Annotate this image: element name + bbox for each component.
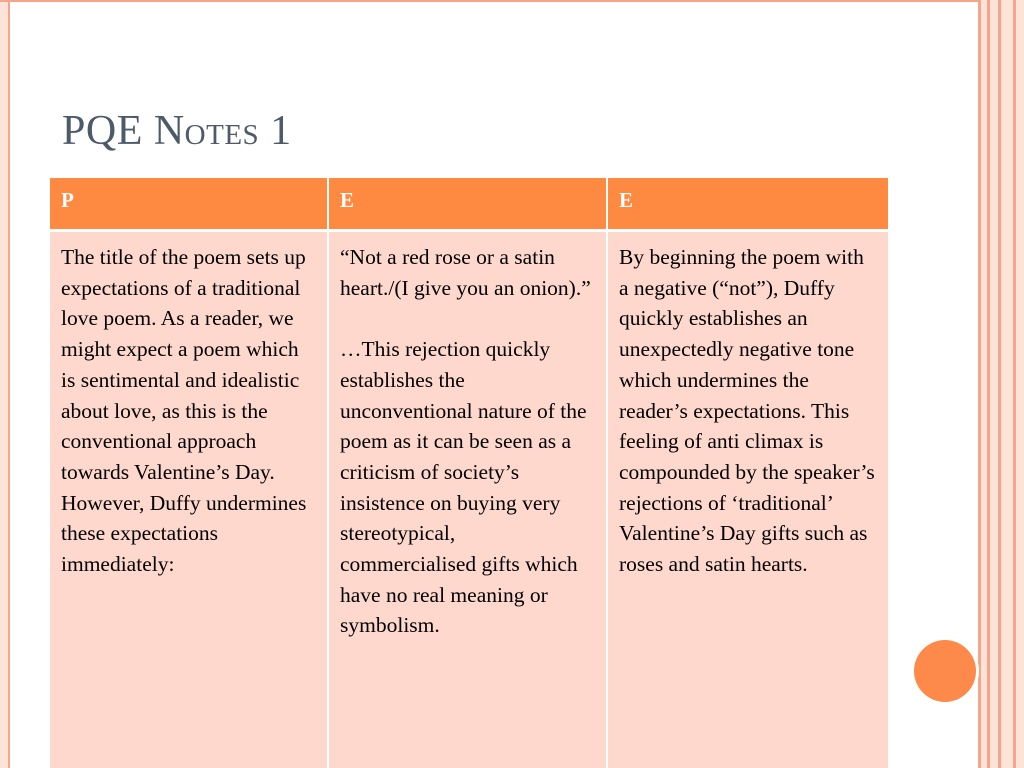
evidence-cell xyxy=(329,232,608,768)
right-stripe xyxy=(1001,0,1013,768)
right-stripe xyxy=(990,0,998,768)
right-stripe xyxy=(1016,0,1024,768)
evidence-quote: “Not a red rose or a satin heart./(I give you an onion).” xyxy=(340,245,591,300)
slide-title: PQE Notes 1 xyxy=(62,108,292,154)
decorative-circle xyxy=(914,640,976,702)
explanation-text: By beginning the poem with a negative (“not”), Duffy quickly establishes an unexpectedly negative tone which undermines the reader’s expectations. This feeling of anti climax is compounded by the speaker’s rejections of ‘traditional’ Valentine’s Day gifts such as roses and satin hearts. xyxy=(619,245,875,577)
point-cell xyxy=(50,232,329,768)
pqe-table xyxy=(50,178,888,768)
column-header-point: P xyxy=(50,178,329,232)
column-header-evidence: E xyxy=(329,178,608,232)
left-decorative-line xyxy=(8,0,10,768)
column-header-explanation: E xyxy=(608,178,888,232)
table-header-row xyxy=(50,178,888,232)
point-text: The title of the poem sets up expectations of a traditional love poem. As a reader, we might expect a poem which is sentimental and idealistic about love, as this is the conventional approach towards Valentine’s Day. However, Duffy undermines these expectations immediately: xyxy=(61,245,307,577)
left-decorative-bar xyxy=(0,0,8,768)
evidence-text: …This rejection quickly establishes the unconventional nature of the poem as it can be seen as a criticism of society’s insistence on buying very stereotypical, commercialised gifts which have no real meaning or symbolism. xyxy=(340,337,587,638)
table-row xyxy=(50,232,888,768)
explanation-cell xyxy=(608,232,888,768)
top-decorative-line xyxy=(0,0,1024,2)
